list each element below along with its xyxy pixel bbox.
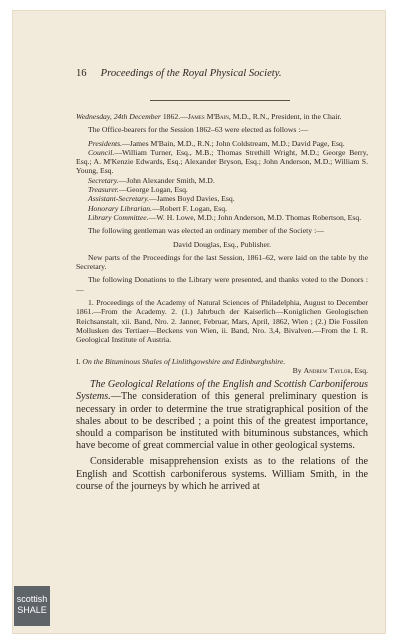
paper-paragraph-1-text: —The consideration of this general preliminary question is necessary in order to determine the true stratigraphical position of the shales about to be described ; a point this of the greatest importance, should a comparison be instituted with bituminous substances, which have become of great commercial value in other geological systems. bbox=[76, 391, 368, 452]
running-title: Proceedings of the Royal Physical Society. bbox=[100, 68, 282, 79]
paper-paragraph-1 bbox=[76, 379, 368, 452]
logo-line-2: SHALE bbox=[17, 605, 47, 615]
paper-section-heading: The Geological Relations of the English and Scottish Carboniferous Systems. bbox=[76, 379, 368, 403]
meeting-chair-name: James M'Bain bbox=[187, 112, 229, 121]
meeting-date: Wednesday, 24th December bbox=[76, 112, 161, 121]
role-names: —Robert F. Logan, Esq. bbox=[152, 203, 228, 213]
paper-by: By bbox=[292, 365, 302, 375]
role-label: Assistant-Secretary. bbox=[88, 194, 149, 204]
paper-numeral: I. bbox=[76, 356, 81, 366]
office-librarian bbox=[76, 204, 368, 213]
role-label: Council. bbox=[88, 147, 115, 157]
office-council bbox=[76, 148, 368, 176]
paper-title-line bbox=[76, 357, 368, 366]
meeting-chair-rest: , M.D., R.N., President, in the Chair. bbox=[228, 112, 342, 121]
role-names: —William Turner, Esq., M.B.; Thomas Strethill Wright, M.D.; George Berry, Esq.; A. M'Kenzie Edwards, Esq.; Alexander Bryson, Esq.; John Anderson, M.D.; William S. Young, Esq. bbox=[76, 147, 368, 176]
role-names: —James Boyd Davies, Esq. bbox=[149, 194, 235, 204]
meeting-year: 1862.— bbox=[160, 112, 188, 121]
role-names: —James M'Bain, M.D., R.N.; John Coldstream, M.D.; David Page, Esq. bbox=[122, 138, 345, 148]
page-number: 16 bbox=[76, 68, 87, 79]
role-names: —W. H. Lowe, M.D.; John Anderson, M.D. Thomas Robertson, Esq. bbox=[148, 212, 362, 222]
paper-body bbox=[76, 379, 368, 493]
paper-author: Andrew Taylor bbox=[303, 365, 351, 375]
role-label: Treasurer. bbox=[88, 185, 119, 195]
paper-title: On the Bituminous Shales of Linlithgowshire and Edinburghshire. bbox=[82, 356, 286, 366]
running-header bbox=[76, 68, 368, 79]
member-intro: The following gentleman was elected an ordinary member of the Society :— bbox=[88, 226, 324, 236]
page-sheet bbox=[12, 10, 386, 634]
office-presidents bbox=[76, 139, 368, 148]
role-label: Presidents. bbox=[88, 138, 123, 148]
scottish-shale-logo bbox=[14, 586, 50, 626]
page-body bbox=[76, 112, 368, 493]
office-library-committee bbox=[76, 213, 368, 222]
role-names: —George Logan, Esq. bbox=[118, 185, 188, 195]
parts-paragraph: New parts of the Proceedings for the last Session, 1861–62, were laid on the table by the Secretary. bbox=[76, 252, 368, 272]
meeting-heading bbox=[76, 112, 368, 121]
paper-paragraph-2: Considerable misapprehension exists as to the relations of the English and Scottish carboniferous systems. William Smith, in the course of the journeys by which he arrived at bbox=[76, 456, 368, 492]
paper-author-suffix: , Esq. bbox=[350, 365, 368, 375]
office-treasurer bbox=[76, 185, 368, 194]
donations-list: 1. Proceedings of the Academy of Natural Sciences of Philadelphia, August to December 1861.—From the Academy. 2. (1.) Jahrbuch der Kaiserlich—Koniglichen Geologischen Reichsanstalt, xii. Band, Nro. 2. Janner, Februar, Mars, April, 1862, Wien ; (2.) Die Fossilen Mollusken des Tertiaer—Beckens von Wien, ii. Band, Nro. 3,4, Bivalven.—From the I. R. Geological Institute of Austria. bbox=[76, 298, 368, 345]
office-assistant-secretary bbox=[76, 194, 368, 203]
office-secretary bbox=[76, 176, 368, 185]
role-label: Secretary. bbox=[88, 175, 119, 185]
role-names: —John Alexander Smith, M.D. bbox=[118, 175, 215, 185]
paper-byline bbox=[76, 366, 368, 375]
donations-intro: The following Donations to the Library were presented, and thanks voted to the Donors :— bbox=[76, 275, 368, 294]
header-rule bbox=[150, 100, 290, 101]
role-label: Honorary Librarian. bbox=[88, 203, 153, 213]
logo-line-1: scottish bbox=[16, 594, 48, 604]
member-name: David Douglas, Esq., Publisher. bbox=[172, 239, 271, 249]
office-intro: The Office-bearers for the Session 1862–63 were elected as follows :— bbox=[88, 125, 309, 135]
role-label: Library Committee. bbox=[88, 212, 149, 222]
